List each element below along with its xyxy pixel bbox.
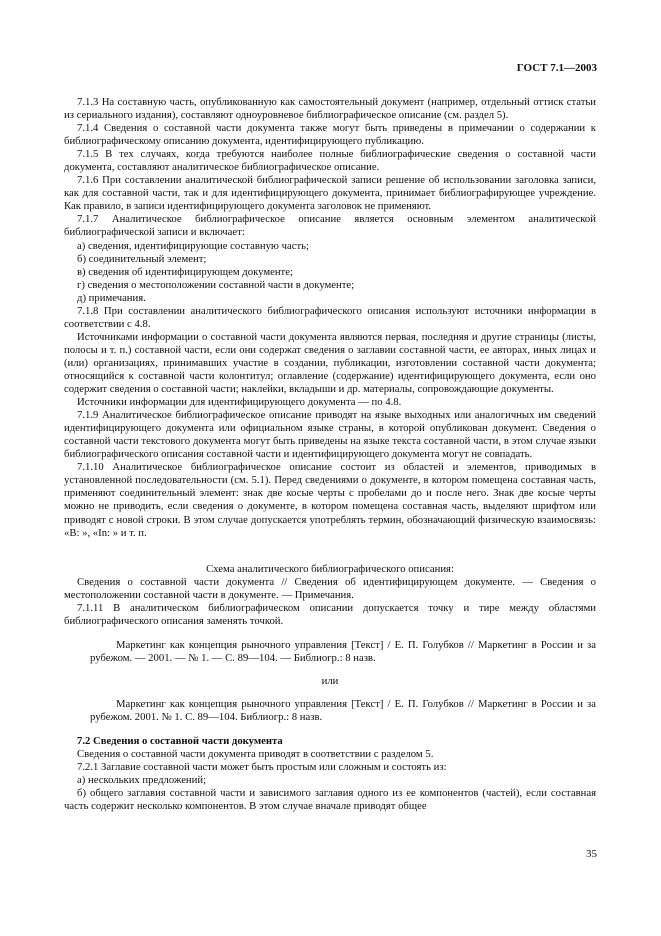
list-item: д) примечания. — [77, 291, 146, 304]
or-separator: или — [321, 674, 339, 687]
section-heading-7-2: 7.2 Сведения о составной части документа — [77, 735, 283, 748]
paragraph-7-1-11: 7.1.11 В аналитическом библиографическом описании допускается точку и тире между областями библиографического описания заменять точкой. — [64, 601, 596, 627]
paragraph-7-1-10: 7.1.10 Аналитическое библиографическое описание состоит из областей и элементов, приводимых в установленной последовательности (см. 5.1). Перед сведениями о документе, в котором помещена составная часть, применяют соединительный элемент: знак две косые черты с пробелами до и после него. Знак две косые черты можно не приводить, если сведения о документе, в котором помещена составная часть, выделяют шрифтом или приводят с новой строки. В этом случае допускается употреблять термин, обозначающий физическую взаимосвязь: «В: », «In: » и т. п. — [64, 461, 596, 539]
list-item: а) сведения, идентифицирующие составную часть; — [77, 239, 309, 252]
example-1: Маркетинг как концепция рыночного управления [Текст] / Е. П. Голубков // Маркетинг в России и за рубежом. — 2001. — № 1. — С. 89—104. — Библиогр.: 8 назв. — [90, 638, 596, 664]
page-number: 35 — [586, 848, 597, 860]
list-item: а) нескольких предложений; — [77, 774, 207, 787]
example-2: Маркетинг как концепция рыночного управления [Текст] / Е. П. Голубков // Маркетинг в России и за рубежом. 2001. № 1. С. 89—104. Библиогр.: 8 назв. — [90, 697, 596, 724]
list-item: б) соединительный элемент; — [77, 252, 207, 265]
paragraph-7-1-3: 7.1.3 На составную часть, опубликованную как самостоятельный документ (например, отдельный оттиск статьи из сериального издания), составляют одноуровневое библиографическое описание (см. раздел 5). — [64, 96, 596, 122]
paragraph-7-2-1: 7.2.1 Заглавие составной части может быть простым или сложным и состоять из: — [77, 761, 447, 774]
paragraph-7-1-4: 7.1.4 Сведения о составной части документа также могут быть приведены в примечании о содержании к библиографическому описанию документа, идентифицирующего публикацию. — [64, 122, 596, 148]
document-body — [64, 96, 596, 813]
paragraph-7-1-8: 7.1.8 При составлении аналитического библиографического описания используют источники информации в соответствии с 4.8. — [64, 304, 596, 330]
list-item: б) общего заглавия составной части и зависимого заглавия одного из ее компонентов (частей), если составная часть содержит несколько компонентов. В этом случае вначале приводят общее — [64, 787, 596, 813]
standard-header: ГОСТ 7.1—2003 — [516, 62, 597, 74]
paragraph-7-1-8-identifying: Источники информации для идентифицирующего документа — по 4.8. — [77, 396, 402, 409]
paragraph-7-1-9: 7.1.9 Аналитическое библиографическое описание приводят на языке выходных или аналогичных им сведений идентифицирующего документа или официальном языке страны, в которой опубликован документ. Сведения о составной части текстового документа могут быть приведены на языке текста составной части, в этом случае языки библиографического описания составной части и идентифицирующего документа могут не совпадать. — [64, 409, 596, 461]
list-item: г) сведения о местоположении составной части в документе; — [77, 278, 355, 291]
paragraph-7-1-7: 7.1.7 Аналитическое библиографическое описание является основным элементом аналитической библиографической записи и включает: — [64, 213, 596, 239]
scheme-title: Схема аналитического библиографического описания: — [206, 562, 454, 575]
scheme-text: Сведения о составной части документа // Сведения об идентифицирующем документе. — Сведения о местоположении составной части в документе. — Примечания. — [64, 575, 596, 601]
paragraph-7-1-8-sources: Источниками информации о составной части документа являются первая, последняя и другие страницы (листы, полосы и т. п.) составной части, если они содержат сведения о заглавии составной части, ее авторах, иных лицах и (или) организациях, принимавших участие в создании, публикации, изготовлении составной части документа; относящийся к составной части колонтитул; оглавление (содержание) идентифицирующего документа, если оно содержит сведения о составной части; наклейки, вкладыши и др. материалы, сопровождающие документы. — [64, 330, 596, 396]
paragraph-7-2: Сведения о составной части документа приводят в соответствии с разделом 5. — [77, 748, 434, 761]
list-item: в) сведения об идентифицирующем документе; — [77, 265, 293, 278]
paragraph-7-1-5: 7.1.5 В тех случаях, когда требуются наиболее полные библиографические сведения о составной части документа, составляют аналитическое библиографическое описание. — [64, 148, 596, 174]
paragraph-7-1-6: 7.1.6 При составлении аналитической библиографической записи решение об использовании заголовка записи, как для составной части, так и для идентифицирующего документа, принимает библиографирующее учреждение. Как правило, в записи идентифицирующего документа заголовок не применяют. — [64, 174, 596, 213]
